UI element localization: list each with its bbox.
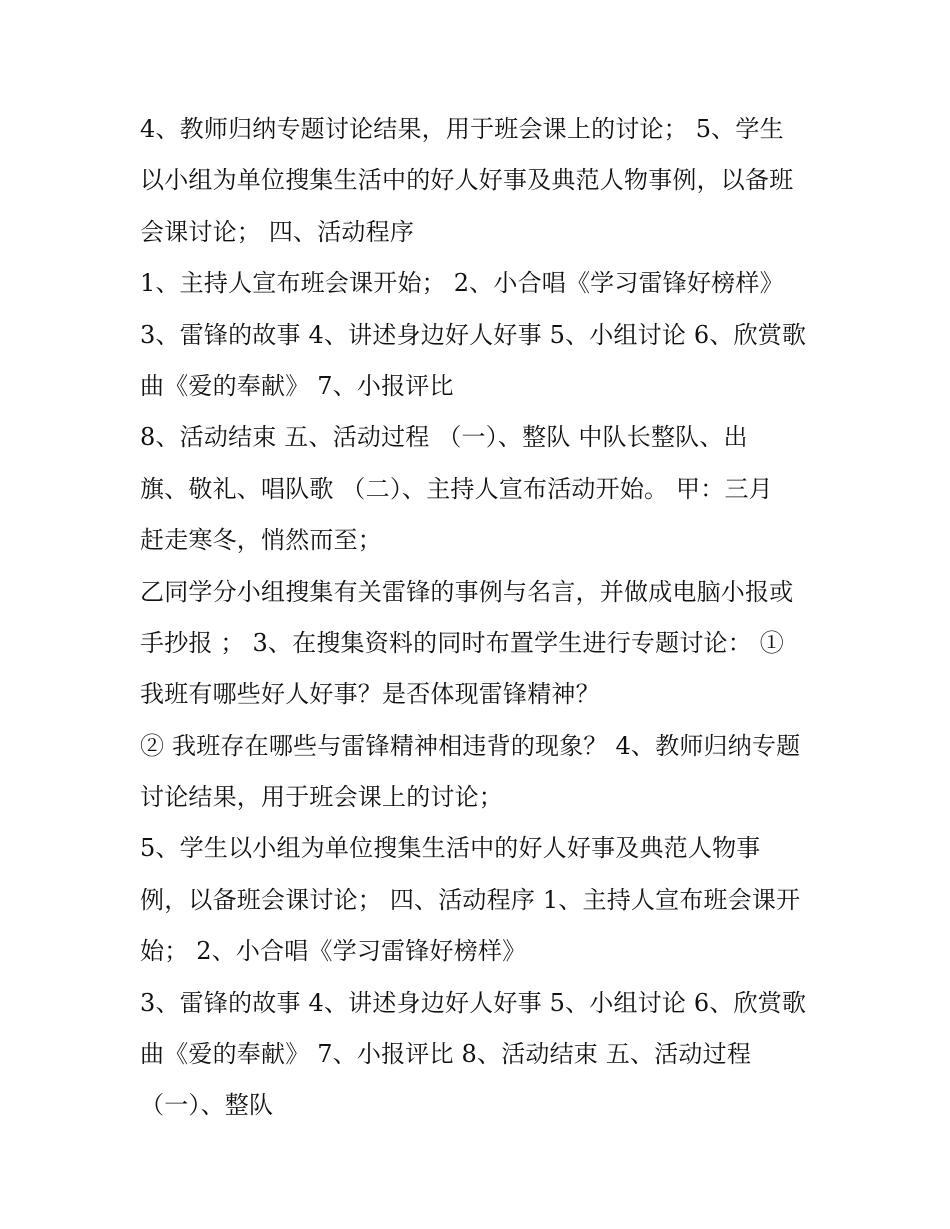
text-line: 会课讨论； 四、活动程序 bbox=[140, 217, 415, 246]
text-line: 始； 2、小合唱《学习雷锋好榜样》 bbox=[140, 937, 527, 966]
text-line: 旗、敬礼、唱队歌 （二）、主持人宣布活动开始。 甲：三月 bbox=[140, 474, 773, 503]
document-body bbox=[140, 104, 820, 1132]
text-line: （一）、整队 bbox=[140, 1091, 274, 1120]
text-line: 赶走寒冬，悄然而至； bbox=[140, 526, 382, 555]
text-line: 讨论结果，用于班会课上的讨论； bbox=[140, 783, 503, 812]
text-line: 例，以备班会课讨论； 四、活动程序 1、主持人宣布班会课开 bbox=[140, 885, 801, 914]
text-line: 曲《爱的奉献》 7、小报评比 8、活动结束 五、活动过程 bbox=[140, 1040, 752, 1069]
text-line: 以小组为单位搜集生活中的好人好事及典范人物事例，以备班 bbox=[140, 166, 794, 195]
text-line: 3、雷锋的故事 4、讲述身边好人好事 5、小组讨论 6、欣赏歌 bbox=[140, 320, 807, 349]
text-line: 我班有哪些好人好事？是否体现雷锋精神？ bbox=[140, 680, 600, 709]
text-line: 手抄报 ； 3、在搜集资料的同时布置学生进行专题讨论： ① bbox=[140, 628, 784, 657]
text-line: 4、教师归纳专题讨论结果，用于班会课上的讨论； 5、学生 bbox=[140, 115, 784, 143]
text-line: 8、活动结束 五、活动过程 （一）、整队 中队长整队、出 bbox=[140, 423, 748, 452]
text-line: 1、主持人宣布班会课开始； 2、小合唱《学习雷锋好榜样》 bbox=[140, 269, 784, 298]
text-line: 3、雷锋的故事 4、讲述身边好人好事 5、小组讨论 6、欣赏歌 bbox=[140, 988, 807, 1017]
text-line: 乙同学分小组搜集有关雷锋的事例与名言，并做成电脑小报或 bbox=[140, 577, 794, 606]
text-line: 5、学生以小组为单位搜集生活中的好人好事及典范人物事 bbox=[140, 834, 761, 863]
text-line: ② 我班存在哪些与雷锋精神相违背的现象？ 4、教师归纳专题 bbox=[140, 731, 801, 760]
text-line: 曲《爱的奉献》 7、小报评比 bbox=[140, 371, 454, 400]
